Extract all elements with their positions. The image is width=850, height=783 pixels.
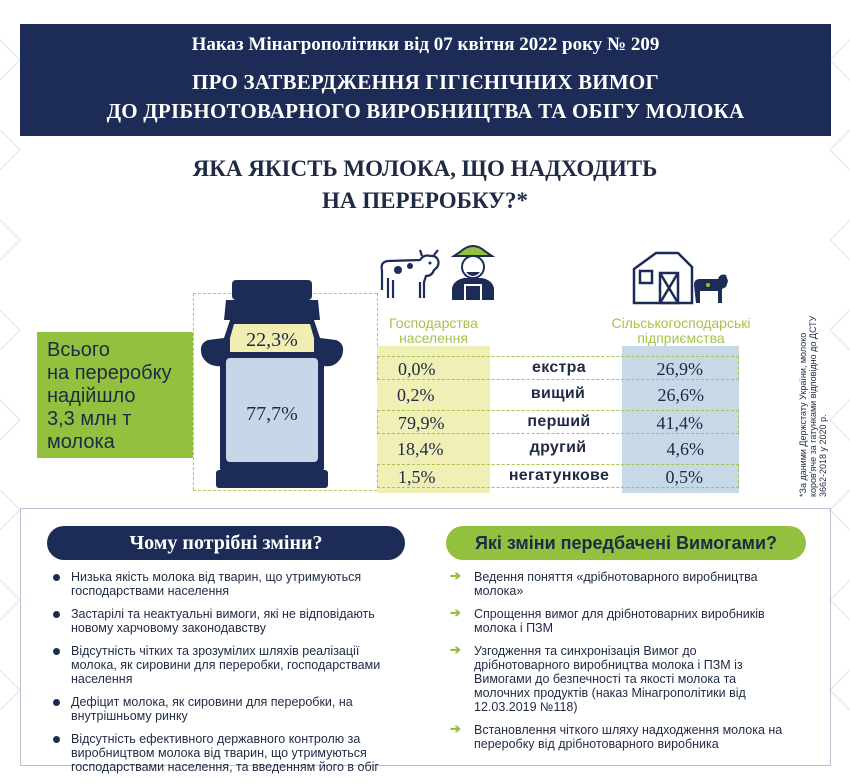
grade-row-second <box>377 437 739 461</box>
list-item: Відсутність ефективного державного контролю за виробництвом молока від тварин, що утримуються господарствами населення, та введенням його в обіг <box>47 732 392 774</box>
right-pattern-decoration <box>828 0 850 774</box>
households-value: 0,2% <box>397 385 435 405</box>
total-line-1: Всього <box>47 339 110 361</box>
enterprises-header-line-1: Сільськогосподарські <box>611 315 751 331</box>
what-changes-list <box>450 570 795 760</box>
milk-can-icon <box>196 278 348 490</box>
connector-bottom <box>193 490 377 491</box>
why-changes-heading: Чому потрібні зміни? <box>47 526 405 560</box>
list-item-text: Ведення поняття «дрібнотоварного виробництва молока» <box>474 570 758 598</box>
grade-name: перший <box>527 413 591 430</box>
total-line-4: 3,3 млн т <box>47 408 132 430</box>
total-line-5: молока <box>47 431 115 453</box>
arrow-icon: ➔ <box>450 568 461 583</box>
farmer-icon <box>446 240 500 302</box>
list-item-text: Спрощення вимог для дрібнотоварних виробників молока і ПЗМ <box>474 607 765 635</box>
grade-name: екстра <box>532 359 586 376</box>
households-value: 1,5% <box>398 467 436 487</box>
title-line-1: ПРО ЗАТВЕРДЖЕННЯ ГІГІЄНІЧНИХ ВИМОГ <box>192 70 659 94</box>
list-item <box>450 607 795 635</box>
grade-row-extra <box>377 356 739 380</box>
can-bottom-value: 77,7% <box>246 403 298 425</box>
total-milk-box <box>37 332 193 458</box>
grade-row-ungraded <box>377 464 739 488</box>
header-banner <box>20 24 831 136</box>
list-item <box>450 570 795 598</box>
arrow-icon: ➔ <box>450 642 461 657</box>
households-value: 79,9% <box>398 413 445 433</box>
connector-vertical <box>193 293 194 490</box>
question-line-2: НА ПЕРЕРОБКУ?* <box>322 188 528 213</box>
question-line-1: ЯКА ЯКІСТЬ МОЛОКА, ЩО НАДХОДИТЬ <box>192 156 658 181</box>
enterprises-value: 41,4% <box>656 413 703 433</box>
document-title <box>20 68 831 126</box>
arrow-icon: ➔ <box>450 721 461 736</box>
list-item: Застарілі та неактуальні вимоги, які не відповідають новому харчовому законодавству <box>47 607 392 635</box>
enterprises-header-line-2: підприємства <box>637 330 725 346</box>
enterprises-value: 0,5% <box>665 467 703 487</box>
enterprises-value: 26,6% <box>657 385 704 405</box>
grade-row-first <box>377 410 739 434</box>
title-line-2: ДО ДРІБНОТОВАРНОГО ВИРОБНИЦТВА ТА ОБІГУ МОЛОКА <box>106 99 745 123</box>
order-title: Наказ Мінагрополітики від 07 квітня 2022 року № 209 <box>191 34 660 55</box>
footnote: *За даними Держстату України, молоко коров'яче за гатунками відповідно до ДСТУ 3662-2018 у 2020 р. <box>798 315 828 497</box>
can-top-value: 22,3% <box>246 329 298 351</box>
list-item-text: Узгодження та синхронізація Вимог до дрібнотоварного виробництва молока і ПЗМ із Вимогами до безпечності та якості молока та молочних продуктів (наказ Мінагрополітики від 12.03.2019 №118) <box>474 644 746 714</box>
list-item: Дефіцит молока, як сировини для переробки, на внутрішньому ринку <box>47 695 392 723</box>
why-changes-list <box>47 570 392 783</box>
enterprises-column-header <box>596 316 766 346</box>
list-item <box>450 644 795 714</box>
households-header-line-1: Господарства <box>389 315 478 331</box>
what-changes-heading: Які зміни передбачені Вимогами? <box>446 526 806 560</box>
households-column-header <box>367 316 500 346</box>
grade-row-higher <box>377 383 739 407</box>
farm-icon <box>630 245 730 307</box>
arrow-icon: ➔ <box>450 605 461 620</box>
list-item: Низька якість молока від тварин, що утримуються господарствами населення <box>47 570 392 598</box>
grade-name: негатункове <box>508 467 610 484</box>
enterprises-value: 26,9% <box>656 359 703 379</box>
grade-name: вищий <box>530 385 586 402</box>
households-value: 18,4% <box>397 439 444 459</box>
total-line-3: надійшло <box>47 385 136 407</box>
cow-icon <box>376 246 442 304</box>
left-pattern-decoration <box>0 0 22 774</box>
total-line-2: на переробку <box>47 362 172 384</box>
enterprises-value: 4,6% <box>666 439 704 459</box>
quality-question <box>0 153 850 217</box>
list-item: Відсутність чітких та зрозумілих шляхів реалізації молока, як сировини для переробки, господарствами населення <box>47 644 392 686</box>
list-item <box>450 723 795 751</box>
households-header-line-2: населення <box>399 330 468 346</box>
households-value: 0,0% <box>398 359 436 379</box>
list-item-text: Встановлення чіткого шляху надходження молока на переробку від дрібнотоварного виробника <box>474 723 783 751</box>
grade-name: другий <box>529 439 587 456</box>
